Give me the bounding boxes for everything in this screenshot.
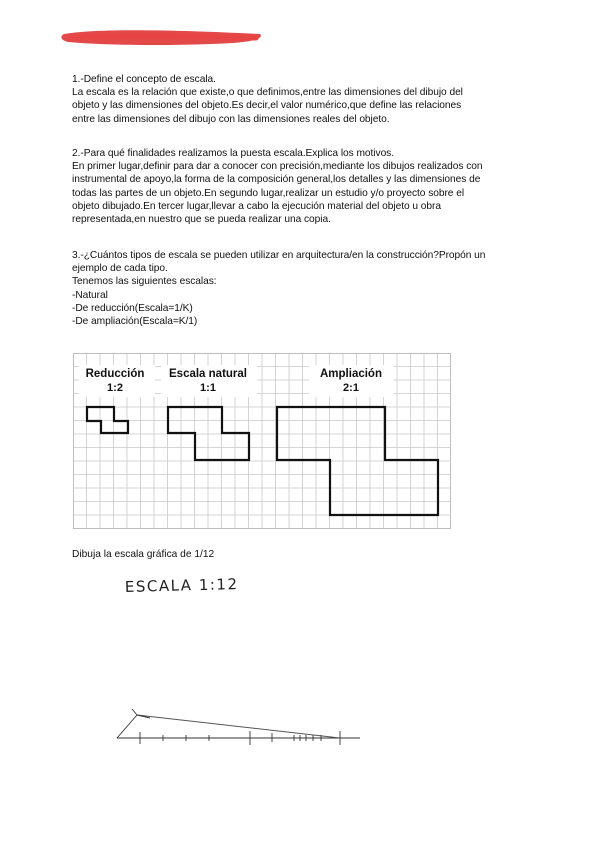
answer-1-line: La escala es la relación que existe,o que definimos,entre las dimensiones del dibujo del — [72, 87, 463, 99]
answer-2-line: representada,en nuestro que se pueda realizar una copia. — [72, 214, 331, 226]
natural-title: Escala natural — [169, 368, 247, 380]
answer-2-line: instrumental de apoyo,la forma de la composición general,los detalles y las dimensiones de — [72, 174, 481, 186]
pencil-construction — [117, 709, 360, 745]
enlargement-title: Ampliación — [320, 368, 382, 380]
construction-line — [117, 715, 137, 738]
question-1-title: 1.-Define el concepto de escala. — [72, 74, 216, 85]
answer-2-line: En primer lugar,definir para dar a conocer con precisión,mediante los dibujos realizados con — [72, 161, 483, 173]
answer-3-line: -De reducción(Escala=1/K) — [72, 302, 193, 314]
answer-2-line: todas las partes de un objeto.En segundo lugar,realizar un estudio y/o proyecto sobre el — [72, 187, 465, 199]
answer-3-line: -Natural — [72, 289, 108, 301]
answer-1-line: entre las dimensiones del dibujo con las dimensiones reales del objeto. — [72, 113, 390, 125]
answer-1-line: objeto y las dimensiones del objeto.Es decir,el valor numérico,que define las relaciones — [72, 100, 462, 112]
question-2-title: 2.-Para qué finalidades realizamos la puesta escala.Explica los motivos. — [72, 148, 395, 159]
construction-line — [137, 715, 340, 738]
question-3-title: 3.-¿Cuántos tipos de escala se pueden utilizar en arquitectura/en la construcción?Propón un — [72, 250, 486, 261]
reduction-title: Reducción — [85, 368, 145, 380]
enlargement-ratio: 2:1 — [343, 382, 359, 394]
reduction-ratio: 1:2 — [107, 382, 123, 394]
handwritten-scale-label: ESCALA 1:12 — [124, 575, 239, 596]
question-3-title: ejemplo de cada tipo. — [72, 263, 168, 275]
answer-2-line: objeto dibujado.En tercer lugar,llevar a cabo la ejecución material del objeto u obra — [72, 200, 441, 212]
answer-3-line: Tenemos las siguientes escalas: — [72, 276, 217, 288]
natural-ratio: 1:1 — [200, 382, 216, 394]
task-instruction: Dibuja la escala gráfica de 1/12 — [72, 549, 215, 560]
construction-line — [132, 709, 137, 715]
answer-3-line: -De ampliación(Escala=K/1) — [72, 316, 198, 328]
